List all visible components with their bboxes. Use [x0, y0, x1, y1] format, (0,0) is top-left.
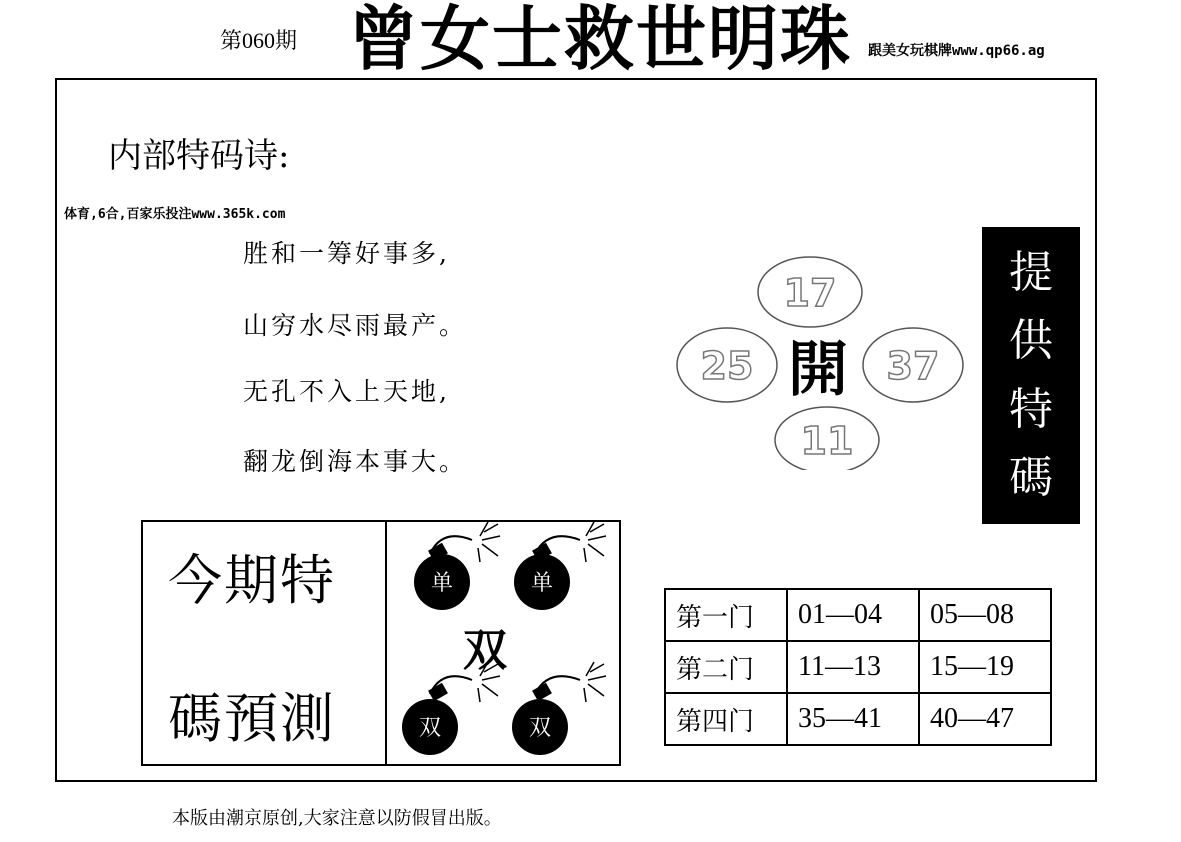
door-range: 35—41 — [787, 693, 919, 745]
spark-icon — [584, 522, 606, 562]
provide-char: 碼 — [1009, 451, 1053, 503]
door-range: 01—04 — [787, 589, 919, 641]
door-label: 第二门 — [665, 641, 787, 693]
table-row — [665, 641, 1051, 693]
open-character: 開 — [788, 335, 848, 405]
door-label: 第一门 — [665, 589, 787, 641]
number-right: 37 — [886, 344, 940, 388]
door-range: 05—08 — [919, 589, 1051, 641]
table-row — [665, 589, 1051, 641]
number-left: 25 — [700, 344, 754, 388]
door-label: 第四门 — [665, 693, 787, 745]
footer-note: 本版由潮京原创,大家注意以防假冒出版。 — [172, 808, 502, 829]
spark-icon — [584, 662, 606, 702]
provide-char: 提 — [1009, 247, 1053, 299]
prediction-divider — [385, 520, 387, 766]
ad-text-top: 跟美女玩棋牌www.qp66.ag — [868, 43, 1045, 59]
number-bottom: 11 — [800, 419, 854, 463]
poem-line: 胜和一筹好事多, — [243, 239, 450, 268]
prediction-result: 双 — [463, 625, 507, 676]
door-range: 40—47 — [919, 693, 1051, 745]
number-top: 17 — [783, 271, 837, 315]
provide-char: 供 — [1009, 315, 1053, 367]
page-title: 曾女士救世明珠 — [348, 0, 852, 80]
bomb-icon — [512, 662, 606, 755]
prediction-title-line1: 今期特 — [168, 549, 336, 612]
bomb-label: 双 — [418, 716, 442, 741]
spark-icon — [478, 522, 500, 562]
table-row — [665, 693, 1051, 745]
poem-line: 翻龙倒海本事大。 — [243, 447, 468, 476]
provide-special-code-box — [982, 227, 1080, 524]
provide-char: 特 — [1009, 383, 1053, 435]
poem-line: 无孔不入上天地, — [243, 377, 450, 406]
bomb-label: 单 — [430, 571, 454, 596]
issue-number: 第060期 — [220, 28, 298, 53]
prediction-title-line2: 碼預測 — [168, 687, 336, 750]
bomb-icon — [514, 522, 606, 610]
bomb-label: 单 — [530, 571, 554, 596]
poem-line: 山穷水尽雨最产。 — [243, 311, 468, 340]
door-range: 15—19 — [919, 641, 1051, 693]
bomb-label: 双 — [528, 716, 552, 741]
poem-heading: 内部特码诗: — [108, 136, 290, 176]
door-table — [664, 588, 1052, 746]
bomb-icon — [414, 522, 500, 610]
door-range: 11—13 — [787, 641, 919, 693]
ad-text-left: 体育,6合,百家乐投注www.365k.com — [64, 207, 286, 222]
open-diagram — [670, 255, 970, 470]
